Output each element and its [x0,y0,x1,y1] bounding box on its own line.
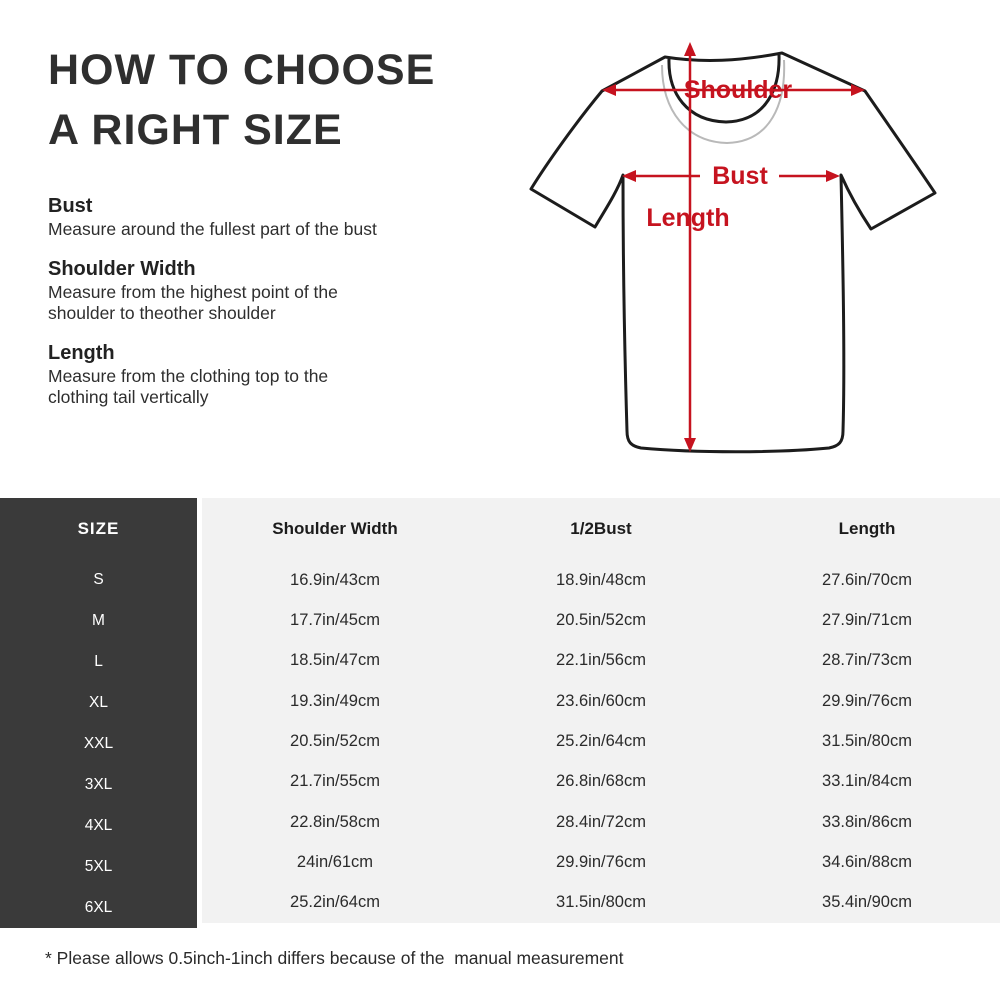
shoulder-label: Shoulder [683,76,793,104]
instruction-shoulder [48,256,448,325]
cell-l-shoulder: 18.5in/47cm [290,651,380,670]
instruction-length [48,340,448,409]
instruction-length-heading: Length [48,341,115,364]
cell-l-length: 28.7in/73cm [822,651,912,670]
size-table-body [202,498,1000,923]
cell-s-bust: 18.9in/48cm [556,570,646,589]
instruction-bust-text: Measure around the fullest part of the bust [48,219,377,239]
table-row-6xl [202,883,1000,923]
size-label-l: L [94,653,103,671]
cell-3xl-bust: 26.8in/68cm [556,772,646,791]
instruction-shoulder-text-line1: Measure from the highest point of the [48,281,338,302]
instruction-length-text-line2: clothing tail vertically [48,387,209,407]
table-row-5xl [202,842,1000,882]
size-table-size-column [0,498,197,928]
column-header-shoulder-width: Shoulder Width [272,519,398,538]
size-label-6xl: 6XL [84,898,113,916]
cell-4xl-length: 33.8in/86cm [822,812,912,831]
measurement-instructions [48,193,448,424]
cell-3xl-length: 33.1in/84cm [822,772,912,791]
tshirt-diagram-svg [515,25,995,470]
instruction-bust-heading: Bust [48,195,93,217]
cell-m-length: 27.9in/71cm [822,610,912,629]
cell-xxl-bust: 25.2in/64cm [556,731,646,750]
cell-m-bust: 20.5in/52cm [556,610,646,629]
length-label: Length [646,204,730,232]
cell-xl-shoulder: 19.3in/49cm [290,691,380,710]
cell-xxl-length: 31.5in/80cm [822,731,912,750]
cell-6xl-shoulder: 25.2in/64cm [290,893,380,912]
column-header-half-bust: 1/2Bust [570,519,632,538]
tshirt-measurement-diagram [515,25,995,470]
measurement-disclaimer: * Please allows 0.5inch-1inch differs because of the manual measurement [45,948,624,968]
page-title [48,40,478,160]
cell-6xl-length: 35.4in/90cm [822,893,912,912]
size-label-3xl: 3XL [84,775,113,793]
cell-4xl-shoulder: 22.8in/58cm [290,812,380,831]
bust-label: Bust [712,162,768,190]
size-label-s: S [93,571,104,589]
cell-l-bust: 22.1in/56cm [556,651,646,670]
table-row-xxl [202,721,1000,761]
table-row-l [202,641,1000,681]
title-line-1: HOW TO CHOOSE [48,46,436,94]
instruction-length-text-line1: Measure from the clothing top to the [48,365,329,386]
cell-3xl-shoulder: 21.7in/55cm [290,772,380,791]
cell-m-shoulder: 17.7in/45cm [290,610,380,629]
column-header-length: Length [838,519,896,538]
cell-6xl-bust: 31.5in/80cm [556,893,646,912]
cell-s-length: 27.6in/70cm [822,570,912,589]
table-row-4xl [202,802,1000,842]
cell-4xl-bust: 28.4in/72cm [556,812,646,831]
size-label-m: M [92,612,105,630]
instruction-shoulder-heading: Shoulder Width [48,257,196,280]
size-label-xl: XL [89,694,108,712]
table-row-3xl [202,762,1000,802]
cell-5xl-bust: 29.9in/76cm [556,852,646,871]
cell-xl-bust: 23.6in/60cm [556,691,646,710]
size-label-5xl: 5XL [84,857,113,875]
cell-s-shoulder: 16.9in/43cm [290,570,380,589]
cell-xl-length: 29.9in/76cm [822,691,912,710]
size-column-header: SIZE [77,519,120,538]
tshirt-outline [531,53,935,452]
title-line-2: A RIGHT SIZE [48,106,343,154]
size-label-xxl: XXL [83,735,114,752]
cell-xxl-shoulder: 20.5in/52cm [290,731,380,750]
table-row-xl [202,681,1000,721]
table-row-m [202,600,1000,640]
length-arrowhead-top [684,42,696,56]
instruction-bust [48,193,448,241]
instruction-shoulder-text-line2: shoulder to theother shoulder [48,303,276,323]
cell-5xl-shoulder: 24in/61cm [296,852,374,871]
size-label-4xl: 4XL [84,816,113,834]
cell-5xl-length: 34.6in/88cm [822,852,912,871]
size-table-header-row [202,498,1000,560]
table-row-s [202,560,1000,600]
